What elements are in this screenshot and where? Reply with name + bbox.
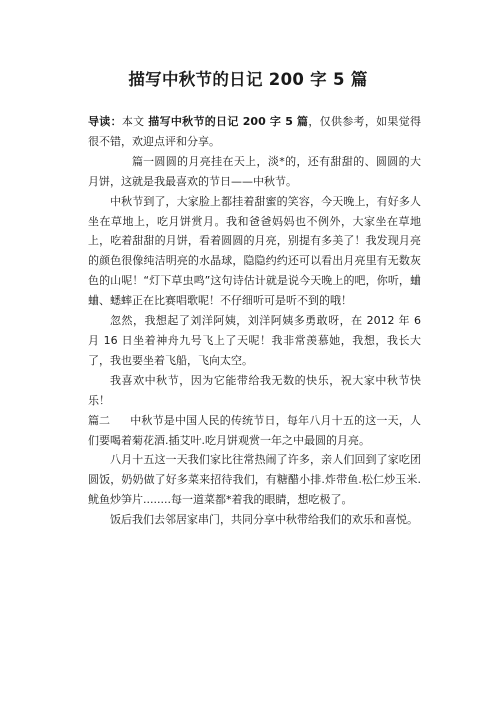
intro-bold-title: 描写中秋节的日记 200 字 5 篇 <box>148 115 309 128</box>
section-1-paragraph-3: 忽然，我想起了刘洋阿姨，刘洋阿姨多勇敢呀，在 2012 年 6 月 16 日坐着神舟九号飞上了天呢！我非常羡慕她，我想，我长大了，我也要坐着飞船，飞向太空。 <box>88 314 421 367</box>
section-1-paragraph-2: 中秋节到了，大家脸上都挂着甜蜜的笑容，今天晚上，有好多人坐在草地上，吃月饼赏月。我和爸爸妈妈也不例外，大家坐在草地上，吃着甜甜的月饼，看着圆圆的月亮，别提有多美了！我发现月亮的颜色很像纯洁明亮的水晶球，隐隐约约还可以看出月亮里有无数灰色的山呢！“灯下草虫鸣”这句诗估计就是说今天晚上的吧，你听，蛐蛐、蟋蟀正在比赛唱歌呢！不仔细听可是听不到的哦！ <box>88 194 421 308</box>
intro-text-before: 本文 <box>121 115 149 128</box>
section-1-first-paragraph <box>88 152 421 192</box>
section-1-paragraph-1: 圆圆的月亮挂在天上，淡*的，还有甜甜的、圆圆的大月饼，这就是我最喜欢的节日——中秋节。 <box>88 154 421 188</box>
intro-label: 导读： <box>88 115 122 128</box>
section-2-paragraph-3: 饭后我们去邻居家串门，共同分享中秋带给我们的欢乐和喜悦。 <box>110 513 418 527</box>
section-2-paragraph-1: 中秋节是中国人民的传统节日，每年八月十五的这一天，人们要喝着菊花酒.插艾叶.吃月饼观赏一年之中最圆的月亮。 <box>88 413 421 447</box>
section-2-label: 篇二 <box>88 413 110 427</box>
document-title: 描写中秋节的日记 200 字 5 篇 <box>128 70 368 89</box>
document-body <box>88 112 421 530</box>
section-1-paragraph-4: 我喜欢中秋节，因为它能带给我无数的快乐，祝大家中秋节快乐！ <box>88 373 421 407</box>
intro-paragraph <box>88 112 421 152</box>
intro-text-after: ，仅供参考，如果觉得很不错，欢迎点评和分享。 <box>88 115 422 148</box>
section-1-label: 篇一 <box>132 154 154 168</box>
section-2-first-paragraph <box>88 411 421 451</box>
section-2-paragraph-2: 八月十五这一天我们家比往常热闹了许多，亲人们回到了家吃团圆饭，奶奶做了好多菜来招待我们，有糖醋小排.炸带鱼.松仁炒玉米.鱿鱼炒笋片........每一道菜都*着我的眼睛，想吃极了。 <box>88 453 421 507</box>
